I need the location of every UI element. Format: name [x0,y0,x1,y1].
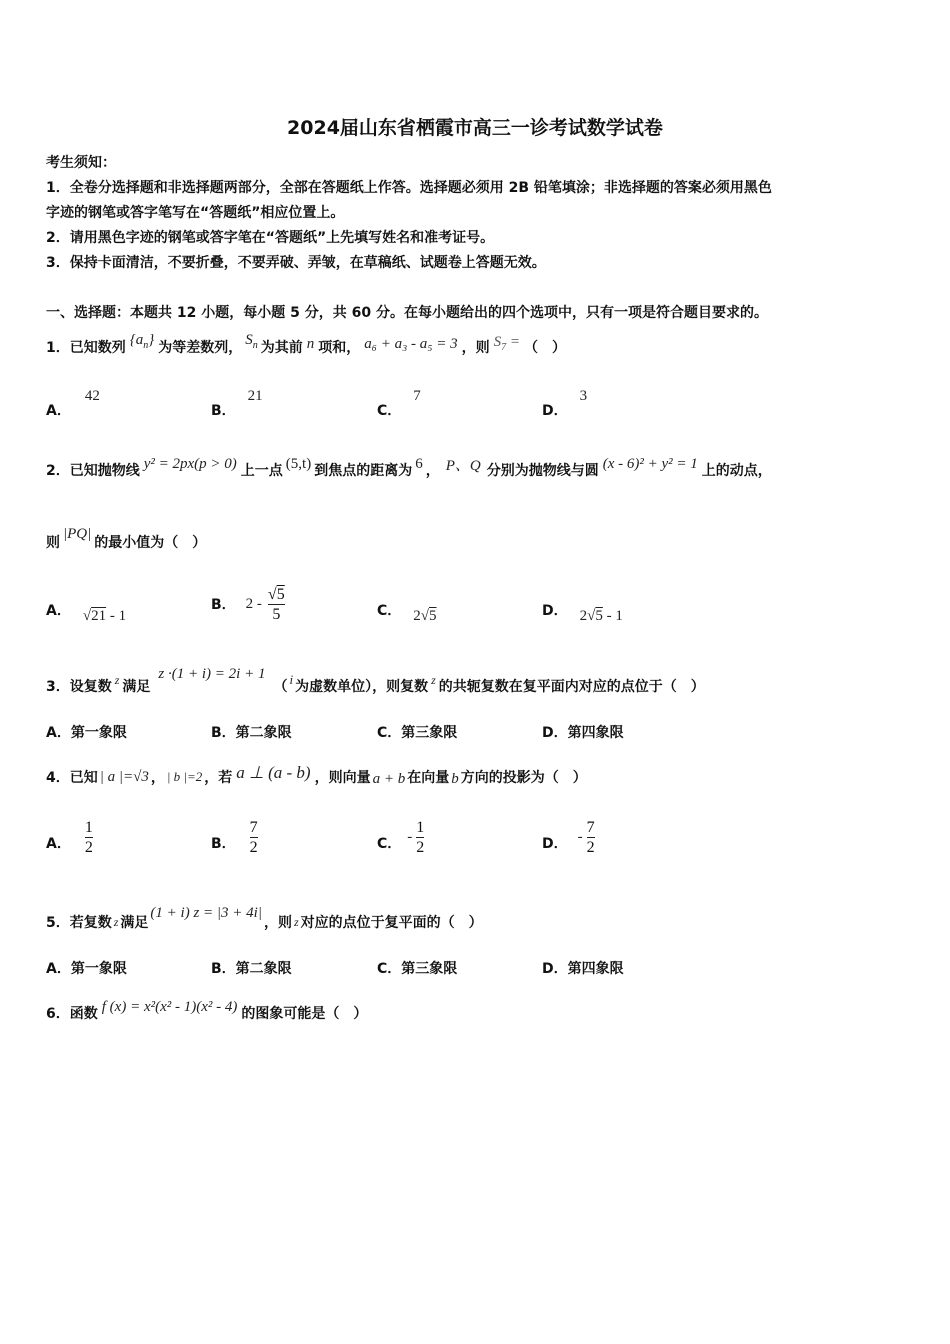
q5-text-3: ，则 [263,915,292,931]
q4-math-perp: a ⊥ (a - b) [236,763,311,782]
q1-text-2: 为等差数列， [158,340,243,356]
q2-text-4: ， [425,463,440,479]
notice-line-3: 3．保持卡面清洁，不要折叠，不要弄破、弄皱，在草稿纸、试题卷上答题无效。 [46,255,546,271]
q3-option-b: B．第二象限 [211,725,292,741]
q1-text-4: 项和， [318,340,361,356]
q2-option-c: C． 2√5 [377,603,437,624]
q3-math-i: i [289,672,294,687]
q6-text-2: 的图象可能是（ ） [241,1006,368,1022]
q4-math-a-norm: | a |=√3 [99,768,149,785]
question-5 [46,898,483,934]
q2-text-5: 分别为抛物线与圆 [486,463,599,479]
q1-math-equation: a₆ + a₃ - a₅ = 3 [364,335,458,352]
q1-option-c: C．7 [377,388,421,419]
q1-math-s7: $S_7$ = [493,333,521,353]
q5-option-d: D．第四象限 [542,961,624,977]
q2-text-1: 2．已知抛物线 [46,463,140,479]
q2-math-pq: P、Q [445,457,481,474]
q2-text-3: 到焦点的距离为 [314,463,413,479]
q4-text-6: 方向的投影为（ ） [460,770,587,786]
q2-math-circle: (x - 6)² + y² = 1 [602,455,698,472]
question-3 [46,662,705,698]
q3-math-z2: z [431,672,436,687]
page-title: 2024届山东省栖霞市高三一诊考试数学试卷 [287,117,663,139]
q2-text-8: 的最小值为（ ） [94,535,207,551]
q2-option-a: A． √21 - 1 [46,603,127,624]
question-6 [46,990,367,1024]
question-4 [46,760,587,794]
q3-math-equation: z ·(1 + i) = 2i + 1 [158,665,266,682]
q5-text-2: 满足 [120,915,149,931]
notice-line-2: 2．请用黑色字迹的钢笔或答字笔在“答题纸”上先填写姓名和准考证号。 [46,230,495,246]
q2-text-6: 上的动点， [701,463,772,479]
q3-text-4: 为虚数单位），则复数 [295,679,429,695]
q6-text-1: 6．函数 [46,1006,98,1022]
q2-math-distance: 6 [415,455,423,472]
section-heading: 一、选择题：本题共 12 小题，每小题 5 分，共 60 分。在每小题给出的四个选项中，只有一项是符合题目要求的。 [46,305,768,321]
q3-option-c: C．第三象限 [377,725,458,741]
notice-line-1b: 字迹的钢笔或答字笔写在“答题纸”相应位置上。 [46,205,345,221]
q2-math-parabola: y² = 2px(p > 0) [143,455,237,472]
q4-text-4: ，则向量 [314,770,371,786]
notice-heading: 考生须知： [46,155,116,171]
q4-text-5: 在向量 [407,770,450,786]
q4-option-c: C． - $\frac{1}{2}$ [377,818,425,856]
q1-text-1: 1．已知数列 [46,340,126,356]
q3-text-5: 的共轭复数在复平面内对应的点位于（ ） [438,679,705,695]
q1-math-n: n [306,335,315,352]
q5-option-b: B．第二象限 [211,961,292,977]
q5-option-a: A．第一象限 [46,961,127,977]
q1-text-5: ，则 [461,340,490,356]
q5-math-equation: (1 + i) z = |3 + 4i| [150,904,262,921]
q3-text-1: 3．设复数 [46,679,112,695]
q4-math-b: b [451,770,459,787]
q1-option-b: B．21 [211,388,263,419]
q2-option-b: B． 2 - $\frac{√5}{5}$ [211,585,285,623]
q1-text-3: 为其前 [260,340,303,356]
q1-option-a: A．42 [46,388,100,419]
q2-math-abs-pq: |PQ| [63,525,92,542]
q4-option-b: B． $\frac{7}{2}$ [211,818,258,856]
q4-math-b-norm: | b |=2 [166,769,203,784]
q5-text-4: 对应的点位于复平面的（ ） [300,915,483,931]
q2-text-2: 上一点 [240,463,283,479]
q1-math-an: $\{a_n\}$ [129,331,155,351]
q1-option-d: D．3 [542,388,588,419]
q1-text-6: （ ） [524,340,567,356]
q5-math-z: z [113,914,119,929]
q3-option-a: A．第一象限 [46,725,127,741]
q3-option-d: D．第四象限 [542,725,624,741]
q4-option-d: D． - $\frac{7}{2}$ [542,818,595,856]
question-1 [46,330,566,364]
notice-line-1a: 1．全卷分选择题和非选择题两部分，全部在答题纸上作答。选择题必须用 2B 铅笔填涂；非选择题的答案必须用黑色 [46,180,772,196]
q5-math-z2: z [293,914,299,929]
q6-math-function: f (x) = x²(x² - 1)(x² - 4) [101,998,238,1015]
q2-math-point: (5,t) [285,455,312,472]
q1-math-sn: $S_n$ [245,331,258,351]
q4-math-a-plus-b: a + b [372,770,406,787]
q4-text-1: 4．已知 [46,770,98,786]
q4-text-3: ，若 [204,770,233,786]
q5-option-c: C．第三象限 [377,961,458,977]
q3-math-z: z [114,672,120,687]
q2-option-d: D． 2√5 - 1 [542,603,623,624]
question-2-line-2 [46,518,206,554]
q3-text-3: （ [273,679,288,695]
q2-text-7: 则 [46,535,60,551]
q5-text-1: 5．若复数 [46,915,112,931]
q4-option-a: A． $\frac{1}{2}$ [46,818,93,856]
q4-text-2: ， [150,770,165,786]
q3-text-2: 满足 [122,679,151,695]
question-2 [46,444,772,484]
